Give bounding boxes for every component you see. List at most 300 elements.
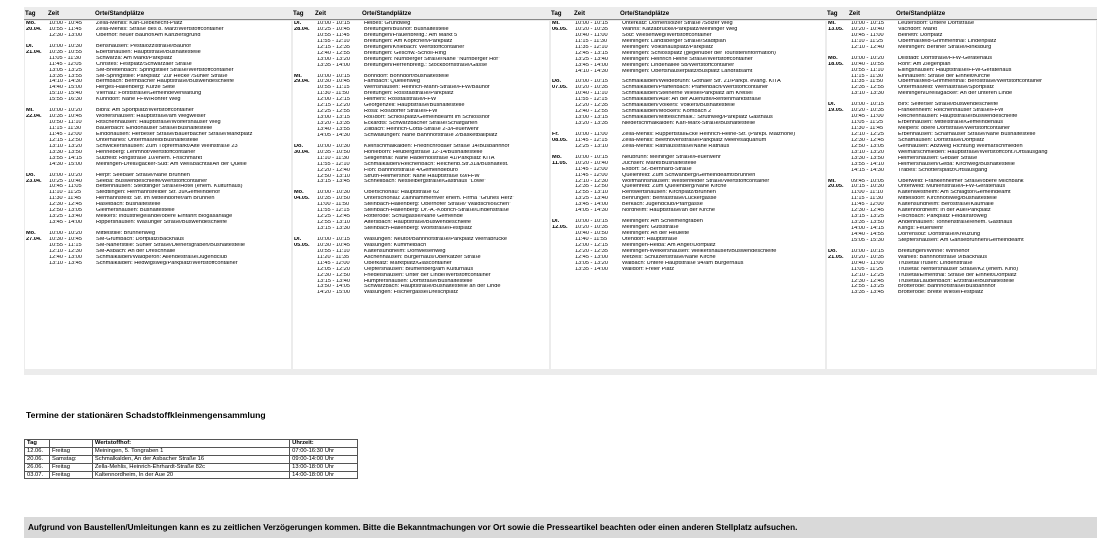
schedule-place: Unterharles: Untermaßfeld/Bushaltestelle [96,137,199,143]
schedule-place: Rohr: Am Ziegenplan [898,61,951,67]
schedule-day: 27.04. [26,236,42,242]
day-group [827,21,1096,51]
schedule-day: 05.05. [294,242,310,248]
schedule-place: Reichenhausen: Hauptstraße/Buswendeschleife [898,114,1018,120]
schedule-time: 10:00 - 10:15 [851,102,884,108]
schedule-day: Do. [828,248,838,254]
schedule-day [551,121,575,127]
column-header-orte: Orte/Standplätze [95,10,145,17]
day-group [25,44,291,103]
schedule-time: 11:40 - 11:55 [575,236,608,242]
schedule-day [827,290,851,296]
schedule-time: 10:00 - 10:45 [49,21,82,26]
schedule-time: 10:55 - 11:10 [317,248,350,254]
schedule-time: 14:40 - 15:00 [49,85,82,91]
schedule-place: Berkach: Jugendclub/Pfarrgasse [622,202,703,208]
schedule-place: Georgenzell: Hauptstraße/Bushaltestelle [364,103,465,109]
schedule-time: 10:00 - 10:30 [317,190,350,196]
schedule-time: 11:10 - 11:25 [851,38,884,44]
stationary-location: Zella-Mehlis, Heinrich-Ehrhardt-Straße 82c [92,463,289,471]
schedule-time: 13:25 - 13:40 [575,56,608,62]
schedule-day: 20.05. [828,184,844,190]
schedule-place: Ebertshausen: Hauptstraße/Bushaltestelle [96,49,201,55]
schedule-day: Mi. [26,108,34,114]
schedule-time: 10:00 - 10:15 [575,79,608,85]
schedule-place: Christes: Festplatz/Schwarzaer Straße [96,61,192,67]
schedule-time: 11:10 - 11:25 [49,190,82,196]
schedule-place: Oepfershausen: Blumenberg/am Kulturhaus [364,266,474,272]
schedule-place: SM-Breitenbach: Springstiller Straße/Wertstoffcontainer [96,67,234,73]
schedule-time: 13:15 - 13:40 [317,278,350,284]
schedule-time: 12:20 - 12:40 [317,167,350,173]
schedule-place: Queienfeld: Zum Queienberg/Nähe Kirche [622,184,727,190]
schedule-place: SM-Asbach: An der Dreschhalle [96,248,176,254]
schedule-time: 10:20 - 10:35 [851,108,884,114]
schedule-place: Oberkatz: Marktplatz/Glascontainer [364,260,452,266]
schedule-grid [24,7,1097,375]
schedule-time: 13:10 - 13:45 [49,260,82,266]
day-group [25,108,291,167]
day-group [551,79,825,127]
column-header-orte: Orte/Standplätze [362,10,412,17]
schedule-place: Schwallungen: Nähe Bahnhofstraße 2/Basketballplatz [364,132,498,138]
schedule-row [25,162,291,168]
schedule-time: 11:15 - 11:30 [851,73,884,79]
day-group [293,74,549,139]
schedule-place: Schwarzbach: Hauptstraße/Bushaltestelle an der Linde [364,284,501,290]
schedule-row [551,267,825,273]
schedule-place: Breitungen/Kniebach: Wertstoffcontainer [364,44,465,50]
schedule-place: Neubrunn: Meininger Straße/Feuerwehr [622,154,721,160]
schedule-day: Di. [294,21,302,26]
schedule-time: 14:10 - 14:30 [575,68,608,74]
schedule-time: 10:00 - 10:30 [317,143,350,149]
column-header-zeit: Zeit [574,10,586,17]
schedule-place: Mittelsdorf: Kirchhofsweg/Bushaltestelle [898,196,997,202]
schedule-time: 12:00 - 12:15 [317,97,350,103]
schedule-time: 10:55 - 11:15 [317,85,350,91]
schedule-place: Fischbach: Parkplatz Feldalraroweg [898,214,987,220]
schedule-row [827,238,1096,244]
schedule-time: 14:20 - 15:00 [317,290,350,296]
stationary-collection-table [24,439,358,479]
schedule-time: 11:00 - 11:50 [317,202,350,208]
schedule-place: Stepfershausen: Am Gänsebrunnen/Gemeindeamt [898,237,1024,243]
day-group [25,21,291,39]
schedule-time: 10:00 - 10:20 [49,231,82,236]
schedule-row [293,63,549,69]
schedule-day: Mi. [294,73,302,79]
schedule-place: Trusetal: Nentershäuser Straße/K2 (ehem. Kino) [898,266,1019,272]
schedule-row [25,33,291,39]
schedule-time: 13:05 - 13:20 [575,260,608,266]
schedule-time: 10:00 - 10:20 [49,172,82,178]
stationary-hours: 09:00-14:00 Uhr [290,455,358,463]
schedule-place: Friedelshausen: Unter der Linde/Wertstoffcontainer [364,272,491,278]
schedule-day [827,168,851,174]
schedule-time: 13:15 - 13:25 [851,214,884,220]
schedule-place: Steinbach-Hallenberg: Dr.-A.-Köbrich-Straße/Lindenstraße [364,208,509,214]
schedule-place: Meiningen: Gutsstraße [622,225,679,231]
schedule-time: 12:45 - 13:00 [575,254,608,260]
schedule-time: 12:55 - 13:25 [851,284,884,290]
schedule-day [827,238,851,244]
column-header-zeit: Zeit [315,10,327,17]
schedule-time: 13:35 - 14:00 [575,266,608,272]
schedule-day: Mo. [552,154,562,160]
schedule-time: 13:30 - 13:50 [851,155,884,161]
schedule-place: Kaltensundheim: Berostraße/Kaufhalle [898,202,994,208]
schedule-place: Seeba: Buswendeschleife/Wertstoffcontainer [96,178,208,184]
schedule-time: 11:45 - 12:00 [851,202,884,208]
stationary-date: 26.06. [25,463,50,471]
schedule-place: Andenhausen: Tonnenstraße/ehem. Gasthaus [898,220,1013,226]
schedule-time: 10:00 - 10:15 [851,21,884,26]
schedule-time: 10:40 - 11:10 [575,91,608,97]
schedule-time: 11:45 - 12:00 [49,131,82,137]
schedule-time: 12:15 - 12:20 [317,103,350,109]
schedule-day: 11.05. [552,160,568,166]
schedule-place: Metzels: Schulzenstraße/Nähe Kirche [622,254,716,260]
schedule-place: Gerthausen: Abzweig Richtung Weimarschmieden [898,143,1023,149]
day-group [827,102,1096,173]
schedule-place: Schwickershausen: Zum Töpfermarkt/Alte Weinstraße 23 [96,143,238,149]
schedule-time: 14:00 - 14:15 [851,226,884,231]
schedule-time: 10:00 - 10:20 [49,108,82,114]
day-group [551,219,825,272]
schedule-day: 22.04. [26,114,42,120]
schedule-column-4 [826,7,1097,375]
schedule-time: 10:00 - 10:15 [851,248,884,254]
schedule-time: 12:30 - 12:45 [851,137,884,143]
schedule-place: Hermannsfeld: Str. im Mittelndorfer/am Brunnen [96,196,215,202]
column-header-tag: Tag [827,10,838,17]
schedule-time: 13:25 - 13:40 [49,214,82,220]
schedule-time: 11:10 - 11:30 [317,155,350,161]
schedule-row [827,45,1096,51]
schedule-place: Trusetal/Laudenbach: Erzstraße/Bushaltestelle [898,278,1015,284]
schedule-day: 08.05. [552,137,568,143]
schedule-place: Mittelstille: Brunnenweg [96,231,156,236]
schedule-row [25,97,291,103]
schedule-place: Zillbach: Heinrich-Cotta-Straße 2-3/Feuerwehr [364,126,479,132]
schedule-day: 28.04. [294,26,310,32]
schedule-place: Ritschenhausen: Hauptstraße/Wölfershäuser Weg [96,120,221,126]
schedule-place: Schwarza: Am Markt/Parkplatz [96,55,173,61]
schedule-time: 12:40 - 12:55 [575,109,608,115]
schedule-place: Kaltensundheim: Dorfwiesenweg [364,248,446,254]
schedule-place: Meiningen: Am Schelmengraben [622,219,703,225]
schedule-time: 12:25 - 13:10 [575,143,608,149]
schedule-time: 14:30 - 15:00 [49,161,82,167]
schedule-place: Eckardts: Schwarzbacher Straße/Schafgarten [364,121,478,126]
schedule-time: 13:35 - 14:00 [317,62,350,68]
stationary-weekday: Freitag [49,447,92,455]
schedule-place: Weimarschmieden: Hauptstraße/Wertstoffcont./Ortsausgang [898,149,1048,155]
schedule-time: 14:15 - 14:30 [851,167,884,173]
schedule-place: Trusetal/Trusen: Lindenstraße [898,260,973,266]
stationary-location: Kaltennordheim, In der Aue 20 [92,471,289,479]
schedule-place: Bauerbach: Eindöhäuser Straße/Bushaltestelle [96,126,213,131]
schedule-time: 13:35 - 13:45 [851,290,884,296]
schedule-day: 21.05. [828,254,844,260]
column-header [24,9,292,20]
schedule-day [293,290,317,296]
schedule-time: 13:45 - 14:00 [575,202,608,208]
schedule-place: Schmalkalden/Pfaffenbach: Pfaffenbach/Wertstoffcontainer [622,85,769,91]
schedule-place: Klings: Feuerwehr [898,226,944,231]
schedule-place: Aschenhausen: Bürgerhaus/Oberkatzer Straße [364,254,481,260]
schedule-time: 10:30 - 10:45 [49,236,82,242]
schedule-place: Meiningen-Dreißigacker-Süd: Am Weißbachtal/An der Quelle [96,161,247,167]
schedule-time: 12:35 - 12:50 [575,184,608,190]
day-group [293,237,549,296]
schedule-place: Wasungen: Kümmelbach [364,242,427,248]
schedule-time: 09:45 - 10:05 [851,178,884,184]
schedule-time: 11:00 - 11:10 [851,190,884,196]
schedule-place: Meiningen-Helba: Am Anger/Dorfplatz [622,242,716,248]
schedule-time: 13:20 - 13:35 [575,121,608,126]
schedule-day: Mo. [294,190,304,196]
schedule-row [25,220,291,226]
schedule-time: 10:35 - 10:50 [317,149,350,155]
schedule-time: 11:55 - 12:15 [575,97,608,103]
schedule-place: Belrieth: Dorfplatz [898,32,943,38]
schedule-place: Gleimershausen: Bushaltestelle [96,208,175,214]
schedule-place: Meiningen: Heinrich Heine Straße/Wertstoffcontainer [622,56,753,62]
schedule-time: 11:45 - 12:00 [575,166,608,172]
schedule-time: 10:45 - 11:05 [49,184,82,190]
stationary-hours: 14:00-18:00 Uhr [290,471,358,479]
schedule-place: Erbenhausen: Schafhäuser Straße/Nähe Bushaltestelle [898,131,1036,137]
schedule-place: Obermaßfeld-Grimmenthal: Lindenplatz [898,38,997,44]
schedule-time: 10:00 - 10:20 [851,55,884,61]
schedule-time: 12:35 - 12:55 [851,85,884,91]
schedule-place: SM-Grumbach: Dorfplatz/Backhaus [96,236,184,242]
delay-notice: Aufgrund von Baustellen/Umleitungen kann es zu zeitlichen Verzögerungen kommen. Bitte die Bekanntmachungen vor Ort sowie die Presseartikel beachten oder einen anderen Stellplatz aufsuchen. [24,517,1097,538]
schedule-place: Schmalkalden/Reichenbach: Reichenb.Str.31a/Bushaltest. [364,161,509,167]
schedule-day: 23.04. [26,178,42,184]
schedule-place: Helmers: Rosstalstraße/FFW [364,97,437,103]
schedule-place: Zella-Mehlis: Karl-Liebknecht-Platz [96,21,183,26]
schedule-time: 10:00 - 10:15 [575,21,608,26]
column-header-tag: Tag [551,10,562,17]
schedule-time: 13:35 - 13:50 [851,220,884,226]
schedule-place: Herpf: Seebaer Straße/Nähe Brunnen [96,172,190,178]
schedule-time: 12:25 - 12:45 [317,214,350,220]
schedule-time: 10:40 - 11:00 [575,32,608,38]
schedule-place: Breitungen/Herrenbreitg.: Stockbornstraße/Gasse [364,62,488,68]
schedule-place: Unterschönau: Zainhammerriver ehem. Firma "Grünes Herz" [364,196,515,202]
schedule-time: 10:00 - 10:15 [575,219,608,225]
table-header-row [25,440,358,448]
schedule-place: Viernau: Forststraße/Gemeindeverwaltung [96,91,202,97]
schedule-place: Queienfeld: Zum Schwanberg/Gemeindeamt/Brunnen [622,172,756,178]
schedule-place: Breitungen: Geschw.-Scholl-Ring [364,50,447,56]
schedule-time: 10:20 - 10:35 [575,225,608,231]
schedule-place: Breitungen: Nürnberger Straße/Nähe "Nürnberger Hof" [364,56,500,62]
schedule-time: 12:05 - 12:20 [317,266,350,272]
schedule-place: Benshausen: Pestalozzistraße/Bauhof [96,43,191,49]
table-row [25,447,358,455]
schedule-place: Trusetal/Elmenthal: Straße der Einheit/Dorfplatz [898,272,1017,278]
schedule-place: Niederschmalkalden: Karl-Marx-Straße/Bushaltestelle [622,121,756,126]
schedule-place: Wahns: Katzabrücke/Parkplatz/Meininger Weg [622,26,738,32]
schedule-time: 10:45 - 11:00 [851,32,884,38]
schedule-row [551,121,825,127]
schedule-time: 13:40 - 13:55 [317,126,350,132]
schedule-time: 13:10 - 13:20 [49,143,82,149]
schedule-time: 13:10 - 13:30 [851,91,884,97]
schedule-place: Oberhof: neuer Bauhof/Am Kanzlersgrund [96,32,201,38]
schedule-time: 12:10 - 12:30 [49,248,82,254]
schedule-place: Dillstädt: Dorfstraße/FFW-Gerätehaus [898,55,993,61]
schedule-day [25,220,49,226]
schedule-time: 10:20 - 10:40 [851,26,884,32]
schedule-place: Rotterode: Schulgasse/Nähe Gemeinde [364,214,463,220]
schedule-place: Helbes: Grundweg [364,21,411,26]
schedule-day [25,162,49,168]
stationary-collection-title: Termine der stationären Schadstoffkleinmengensammlung [26,410,266,420]
schedule-time: 12:25 - 12:55 [317,109,350,115]
schedule-time: 12:10 - 12:25 [851,272,884,278]
column-header-zeit: Zeit [48,10,60,17]
schedule-time: 12:55 - 13:10 [317,220,350,226]
schedule-row [551,144,825,150]
schedule-place: Melpers: obere Dorfstraße/Wertstoffcontainer [898,126,1011,131]
schedule-place: Floh: Bahnhofstraße 4/Gemeindebüro [364,167,458,173]
schedule-place: Bettenhausen: Stedtlinger Straße/Hotel (ehem. Kulturhaus) [96,184,243,190]
schedule-place: Meiningen: Lindenallee 5b/Wertstoffcontainer [622,62,735,68]
schedule-place: Breitungen/Winne: Winnehof [898,248,970,254]
header-tag: Tag [25,440,50,448]
schedule-time: 11:30 - 11:45 [49,196,82,202]
schedule-row [827,168,1096,174]
schedule-time: 12:20 - 12:35 [575,248,608,254]
schedule-place: Breitungen/Frauenbreitg.: Am Markt 5 [364,32,458,38]
column-panel [827,21,1096,369]
schedule-place: Dörrensolz: Dorfstraße/Kreuzung [898,231,981,237]
schedule-place: Eindöhausen: Herbeser Straße/Bauerbacher Straße/Marktplatz [96,131,253,137]
schedule-place: Bibra: Am Sportplatz/Wertstoffcontainer [96,108,194,114]
column-header [550,9,826,20]
schedule-place: Schmalkalden/Weidebrunn: Gothaer Str. 21/Parkpl. evang. KITA [622,79,781,85]
schedule-place: Solz: Wiesenweg/Wertstoffcontainer [622,32,712,38]
schedule-day: 20.04. [26,26,42,32]
schedule-place: Breitungen: Rosstalstraße/Parkplatz [364,91,454,97]
schedule-time: 10:00 - 11:00 [575,131,608,137]
schedule-day [551,208,575,214]
schedule-place: Wernshausen: Heinrich-Mann-Straße/FFW/Bauhof [364,85,490,91]
schedule-place: Wasungen: Neutor/Bahnhofstraße/Parkplatz Werrabrücke [364,236,508,242]
schedule-place: Brotterode: Breite Wiese/Festplatz [898,290,984,296]
column-header-tag: Tag [293,10,304,17]
schedule-time: 11:55 - 12:10 [317,161,350,167]
schedule-day [25,261,49,267]
schedule-place: Ellingshausen: Hauptstraße/FFW-Gerätehaus [898,67,1012,73]
header-spacer [49,440,92,448]
schedule-place: Struth-Helmershof: Nähe Hauptstraße 69/FFW [364,173,480,179]
schedule-time: 11:15 - 11:30 [851,196,884,202]
schedule-time: 14:05 - 14:30 [317,132,350,138]
schedule-time: 11:05 - 11:30 [49,55,82,61]
schedule-row [827,91,1096,97]
schedule-time: 11:15 - 11:30 [575,38,608,44]
schedule-time: 12:50 - 13:05 [49,208,82,214]
schedule-time: 13:05 - 13:25 [49,67,82,73]
schedule-time: 12:30 - 13:00 [49,32,82,38]
day-group [551,132,825,150]
schedule-row [293,290,549,296]
schedule-place: Hohleborn: Heubergstraße 12-14/Bushaltestelle [364,149,483,155]
schedule-place: Hümpfershausen: Dorfstraße/Bushaltestelle [364,278,473,284]
schedule-row [293,133,549,139]
schedule-day: Di. [26,43,34,49]
schedule-time: 11:05 - 11:25 [851,266,884,272]
schedule-row [551,69,825,75]
schedule-time: 11:55 - 12:15 [317,208,350,214]
schedule-time: 11:15 - 11:30 [49,126,82,131]
schedule-place: Roßdorf: Schloßplatz/Gemeindeamt im Schlosshof [364,115,490,121]
schedule-place: Meiningen: Obertshäuserplatz/Busplatz Landratsamt [622,68,753,74]
day-group [551,21,825,74]
column-panel [25,21,291,369]
schedule-place: Rippershausen: Wasunger Straße/Buswendeschleife [96,220,228,226]
schedule-time: 11:20 - 11:35 [317,254,350,260]
schedule-time: 13:00 - 13:15 [575,115,608,121]
schedule-place: Breitungen: Am Köpfchen/Parkplatz [364,38,453,44]
stationary-date: 12.06. [25,447,50,455]
schedule-place: Meiningen-Welkershausen: Welkershausen/Buswendeschleife [622,248,777,254]
schedule-time: 12:15 - 12:35 [317,44,350,50]
schedule-time: 15:05 - 15:30 [851,237,884,243]
column-panel [551,21,825,369]
schedule-time: 12:30 - 12:45 [49,202,82,208]
schedule-place: Jüchsen: Markt/Bushaltestelle [622,160,697,166]
schedule-place: Schafhausen: Dorfstraße/Dorfplatz [898,137,985,143]
schedule-time: 13:30 - 13:50 [49,149,82,155]
schedule-row [25,261,291,267]
schedule-day: Di. [552,219,560,225]
schedule-time: 15:55 - 16:30 [49,97,82,103]
schedule-time: 10:55 - 11:45 [49,26,82,32]
schedule-place: Einhausen: Straße der Einheit/Kirche [898,73,991,79]
schedule-row [293,179,549,185]
schedule-time: 13:35 - 13:55 [49,73,82,79]
schedule-place: Steinbach-Hallenberg: Oberhofer Straße/"Waldschlößchen" [364,202,512,208]
stationary-location: Meiningen, 5. Tongraben 1 [92,447,289,455]
schedule-place: Melkers: Industriegelände/obere Einfahrt Biogasanlage [96,214,233,220]
schedule-time: 12:40 - 12:55 [317,50,350,56]
schedule-time: 12:55 - 13:10 [575,190,608,196]
schedule-place: Kleinschmalkalden: Friedrichrodaer Straße 14/Busbahnhof [364,143,510,149]
schedule-time: 12:10 - 12:40 [851,44,884,50]
schedule-time: 12:15 - 12:50 [49,137,82,143]
schedule-place: Träbes: Schottersplatz/Ortsausgang [898,167,988,173]
schedule-column-2 [292,7,550,375]
schedule-time: 10:50 - 11:10 [49,120,82,126]
schedule-time: 10:20 - 10:35 [851,254,884,260]
schedule-time: 13:25 - 13:40 [575,196,608,202]
schedule-time: 10:45 - 11:00 [851,114,884,120]
schedule-place: Fambach: Quellenweg [364,79,420,85]
schedule-day [293,63,317,69]
schedule-place: Zella-Mehlis: Straße des 8. März/Wertstoffcontainer [96,26,224,32]
schedule-place: Leutersdorf: Untere Dorfstraße [898,21,975,26]
day-group [25,173,291,226]
schedule-day [293,133,317,139]
schedule-place: Schnellbach: Nesselbergstraße/Gasthaus "Löwe" [364,179,487,185]
